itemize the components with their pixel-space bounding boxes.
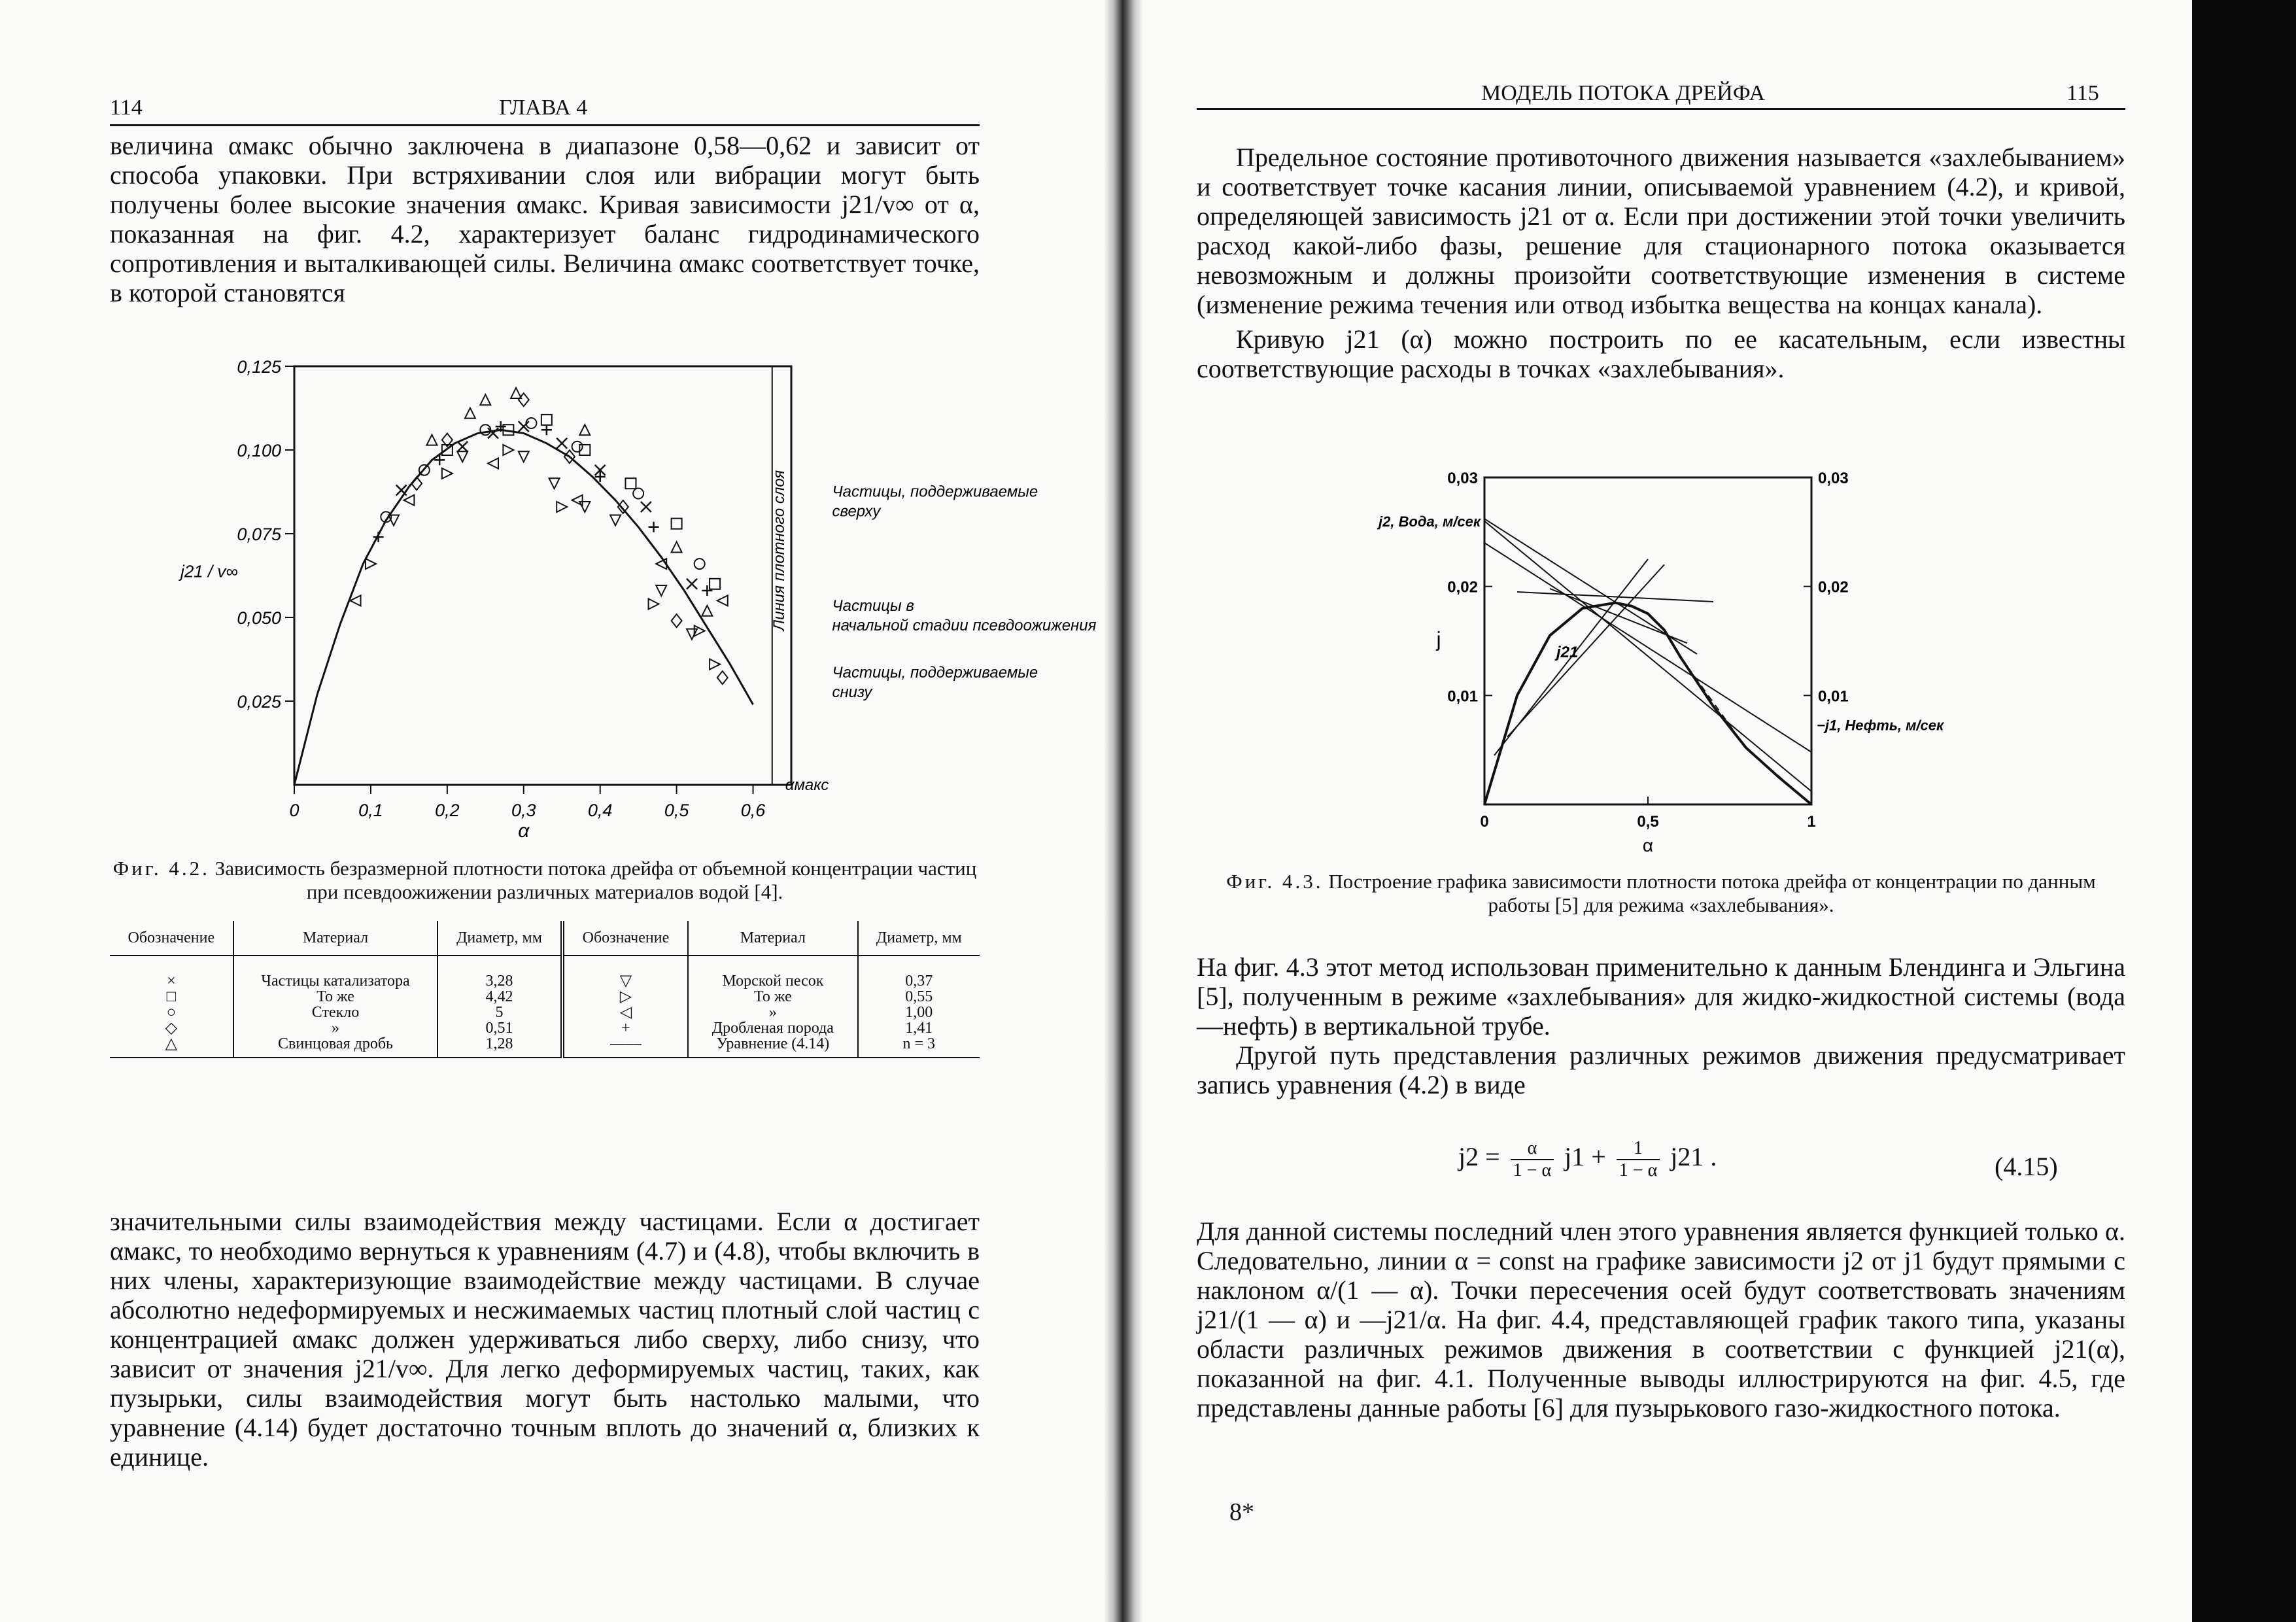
x-tick-label: 0,6 [740,801,766,820]
data-point [649,599,659,610]
data-point [519,451,529,462]
right-para4-text: Другой путь представления различных режимов движения предусматривает запись уравнения (4.2) в виде [1197,1041,2125,1099]
y-tick-label-right: 0,01 [1818,687,1849,706]
y-tick-label: 0,075 [237,525,281,544]
symbol: □ [166,988,177,1005]
data-point [366,559,376,569]
series-x [396,421,697,589]
data-point [625,478,636,489]
annotation-line: Частицы, поддерживаемые [832,664,1038,682]
annotation-line: начальной стадии псевдоожижения [832,616,1097,634]
curve-label: j21 [1556,644,1579,661]
material: То же [317,988,354,1005]
series-triangle-up [426,388,712,616]
left-axis-label: j2, Вода, м/сек [1379,513,1481,530]
fig43-frame [1484,477,1811,804]
left-para2-text: значительными силы взаимодействия между частицами. Если α достигает αмакс, то необходимо вернуться к уравнениям (4.7) и (4.8), чтобы включить в них члены, характеризующие взаимодействие между частицами. В случае абсолютно недеформируемых и несжимаемых частиц плотный слой частиц с концентрацией αмакс должен удерживаться либо сверху, либо снизу, что зависит от значения j21/v∞. Для легко деформируемых частиц, таких, как пузырьки, силы взаимодействия могут быть настолько малыми, что уравнение (4.14) будет достаточно точным вплоть до значений α, близких к единице. [110,1207,980,1472]
right-paragraph-5 [1197,1216,2125,1423]
data-point [618,500,628,513]
col1-symbols [110,956,233,1058]
data-point [403,495,414,506]
col4-symbols [562,956,689,1058]
y-tick-label-right: 0,03 [1818,470,1849,487]
fig43-ticks [1447,470,1848,831]
x-tick-label: 1 [1807,813,1816,831]
x-tick-label: 0,1 [358,801,383,820]
right-para3-text: На фиг. 4.3 этот метод использован применительно к данным Блендинга и Эльгина [5], полученным в режиме «захлебывания» для жидко-жидкостной системы (вода—нефть) в вертикальной трубе. [1197,952,2125,1041]
eq-frac-2 [1617,1138,1660,1181]
data-point [541,415,552,425]
data-point [572,441,583,452]
diameter: n = 3 [902,1035,936,1052]
symbol: ◇ [165,1020,178,1037]
tangent-line [1484,521,1811,791]
symbol: ◁ [619,1004,632,1021]
data-point [426,435,437,445]
fig42-curve [294,430,753,785]
data-point [442,468,453,479]
annotation-line: сверху [832,502,881,521]
y-tick-label-right: 0,02 [1818,578,1849,596]
eq-frac1-num: α [1511,1138,1554,1160]
material: Дробленая порода [711,1020,834,1037]
right-para2-text: Кривую j21 (α) можно построить по ее касательным, если известны соответствующие расходы в точках «захлебывания». [1197,324,2125,383]
th-symbol-2: Обозначение [562,921,689,956]
y-tick-label-left: 0,02 [1447,578,1478,596]
data-point [503,445,513,455]
data-point [488,458,498,468]
figure-4-3-caption [1197,870,2125,917]
th-diameter-1: Диаметр, мм [437,921,562,956]
signature-mark: 8* [1229,1498,1254,1526]
data-point [579,424,590,435]
symbol: × [167,973,176,990]
figure-4-3-chart [1354,451,1942,870]
diameter: 5 [495,1004,504,1021]
data-point [687,579,697,589]
legend-table [110,921,980,1058]
eq-tail: j21 . [1670,1142,1717,1172]
x-tick-label: 0,3 [511,801,536,820]
data-point [717,671,728,684]
right-paragraph-3 [1197,952,2125,1099]
data-point [351,595,361,606]
data-point [672,519,682,529]
equation-number: (4.15) [1995,1152,2058,1181]
eq-frac-1 [1511,1138,1554,1181]
symbol: ▷ [619,988,632,1005]
data-point [633,489,643,499]
tangent-line [1484,543,1811,752]
x-tick-label: 0,2 [435,801,460,820]
y-axis-label: j21 / v∞ [180,561,238,581]
dashed-extrapolation [1681,657,1811,804]
th-material-2: Материал [688,921,857,956]
x-tick-label: 0,5 [664,801,689,820]
symbol: + [621,1020,630,1037]
material: » [332,1020,340,1037]
data-point [710,659,720,670]
y-axis-label: j [1436,627,1441,651]
fig42-frame [294,366,791,785]
fig42-points [351,388,728,684]
col6-diameters [858,956,980,1058]
left-paragraph-2 [110,1207,980,1472]
data-point [702,606,712,616]
eq-frac1-den: 1 − α [1513,1160,1552,1181]
material: Частицы катализатора [261,973,410,990]
diameter: 0,51 [485,1020,513,1037]
header-rule-right [1197,108,2125,110]
x-axis-label: α [1642,835,1654,855]
figure-4-2-caption [110,857,980,904]
diameter: 4,42 [485,988,513,1005]
eq-lhs: j2 = [1458,1142,1500,1172]
series-triangle-down [388,451,697,639]
data-point [687,629,697,640]
legend-table-row [110,956,980,1058]
th-diameter-2: Диаметр, мм [858,921,980,956]
fig42-model-curve [294,430,753,785]
chapter-heading: ГЛАВА 4 [499,95,588,120]
col5-materials [688,956,857,1058]
x-tick-label: 0 [1480,813,1489,831]
material: » [768,1004,777,1021]
page-number-left: 114 [110,95,143,120]
annotation-line: снизу [832,683,872,702]
fig43-caption-text: Построение графика зависимости плотности потока дрейфа от концентрации по данным работы [5] для режима «захлебывания». [1328,870,2096,916]
data-point [579,502,590,512]
symbol: ▽ [619,973,632,990]
symbol: △ [165,1035,178,1052]
alpha-max-label: αмакс [785,776,829,794]
left-para1-text: величина αмакс обычно заключена в диапазоне 0,58—0,62 и зависит от способа упаковки. При встряхивании слоя или вибрации могут быть получены более высокие значения αмакс. Кривая зависимости j21/v∞ от α, показанная на фиг. 4.2, характеризует баланс гидродинамического сопротивления и выталкивающей силы. Величина αмакс соответствует точке, в которой становятся [110,131,980,307]
fig43-caption-lead: Фиг. 4.3. [1226,870,1324,893]
diameter: 1,41 [905,1020,933,1037]
right-page [1131,0,2191,1622]
fig43-lines [1484,519,1811,804]
material: Морской песок [722,973,824,990]
data-point [480,394,490,405]
data-point [649,522,659,532]
data-point [457,441,468,452]
running-title: МОДЕЛЬ ПОТОКА ДРЕЙФА [1481,81,1766,105]
diameter: 3,28 [485,973,513,990]
left-page [0,0,1105,1622]
annotation-line: Частицы, поддерживаемые [832,483,1038,501]
equation-4-15 [1458,1138,1717,1181]
data-point [702,585,712,596]
data-point [396,485,407,495]
data-point [610,515,621,526]
data-point [557,438,567,449]
symbol: ○ [166,1004,177,1021]
col2-materials [233,956,438,1058]
scan-black-edge [2192,0,2296,1622]
eq-frac2-num: 1 [1617,1138,1660,1160]
eq-frac2-den: 1 − α [1619,1160,1658,1181]
x-tick-label: 0,5 [1637,813,1659,831]
data-point [672,542,682,552]
figure-4-2-chart [180,353,1097,850]
data-point [465,408,475,419]
col3-diameters [437,956,562,1058]
data-point [541,424,552,435]
data-point [656,585,666,596]
j21-curve [1484,603,1811,804]
y-tick-label: 0,050 [237,608,281,628]
header-rule-left [110,124,980,126]
data-point [557,502,567,512]
right-paragraph-1 [1197,143,2125,383]
series-triangle-right [366,445,720,670]
series-triangle-left [351,458,728,606]
data-point [641,502,651,512]
y-tick-label: 0,100 [237,441,281,460]
data-point [457,451,468,462]
page-number-right: 115 [2066,81,2099,105]
plot-frame [1484,477,1811,804]
eq-mid: j1 + [1564,1142,1606,1172]
series-plus [373,421,713,596]
left-paragraph-1 [110,131,980,307]
data-point [511,388,521,398]
x-tick-label: 0 [289,801,300,820]
data-point [710,579,720,589]
material: Свинцовая дробь [278,1035,393,1052]
y-tick-label-left: 0,01 [1447,687,1478,706]
fig42-caption-text: Зависимость безразмерной плотности потока дрейфа от объемной концентрации частиц при псевдоожижении различных материалов водой [4]. [214,857,977,903]
diameter: 0,55 [905,988,933,1005]
plot-frame [294,366,791,785]
right-para1-text: Предельное состояние противоточного движения называется «захлебыванием» и соответствует точке касания линии, описываемой уравнением (4.2), и кривой, определяющей зависимость j21 от α. Если при достижении этой точки увеличить расход какой-либо фазы, решение для стационарного потока оказывается невозможным и должны произойти соответствующие изменения в системе (изменение режима течения или отвод избытка вещества на концах канала). [1197,143,2125,319]
x-tick-label: 0,4 [587,801,613,820]
right-para5-text: Для данной системы последний член этого уравнения является функцией только α. Следовательно, линии α = const на графике зависимости j2 от j1 будут прямыми с наклоном α/(1 — α). Точки пересечения осей будут соответствовать значениям j21/(1 — α) и —j21/α. На фиг. 4.4, представляющей график такого типа, указаны области различных режимов движения в соответствии с функцией j21(α), показанной на фиг. 4.1. Полученные выводы иллюстрируются на фиг. 4.5, где представлены данные работы [6] для пузырькового газо-жидкостного потока. [1197,1216,2125,1423]
y-tick-label: 0,125 [237,357,281,377]
y-tick-label: 0,025 [237,692,281,712]
diameter: 0,37 [905,973,933,990]
diameter: 1,00 [905,1004,933,1021]
dense-layer-label: Линия плотного слоя [770,470,788,631]
fig42-caption-lead: Фиг. 4.2. [112,857,210,880]
material: То же [754,988,792,1005]
equation-line-icon: ⎯⎯⎯⎯ [609,1035,642,1052]
material: Стекло [311,1004,360,1021]
annotation-line: Частицы в [832,596,914,615]
data-point [672,614,682,627]
data-point [549,478,560,489]
y-tick-label-left: 0,03 [1447,470,1478,487]
th-material-1: Материал [233,921,438,956]
x-axis-label: α [518,820,530,842]
diameter: 1,28 [485,1035,513,1052]
data-point [694,559,705,569]
th-symbol-1: Обозначение [110,921,233,956]
right-axis-label: −j1, Нефть, м/сек [1817,717,1944,734]
material: Уравнение (4.14) [716,1035,830,1052]
series-diamond [411,393,728,684]
data-point [717,595,728,606]
